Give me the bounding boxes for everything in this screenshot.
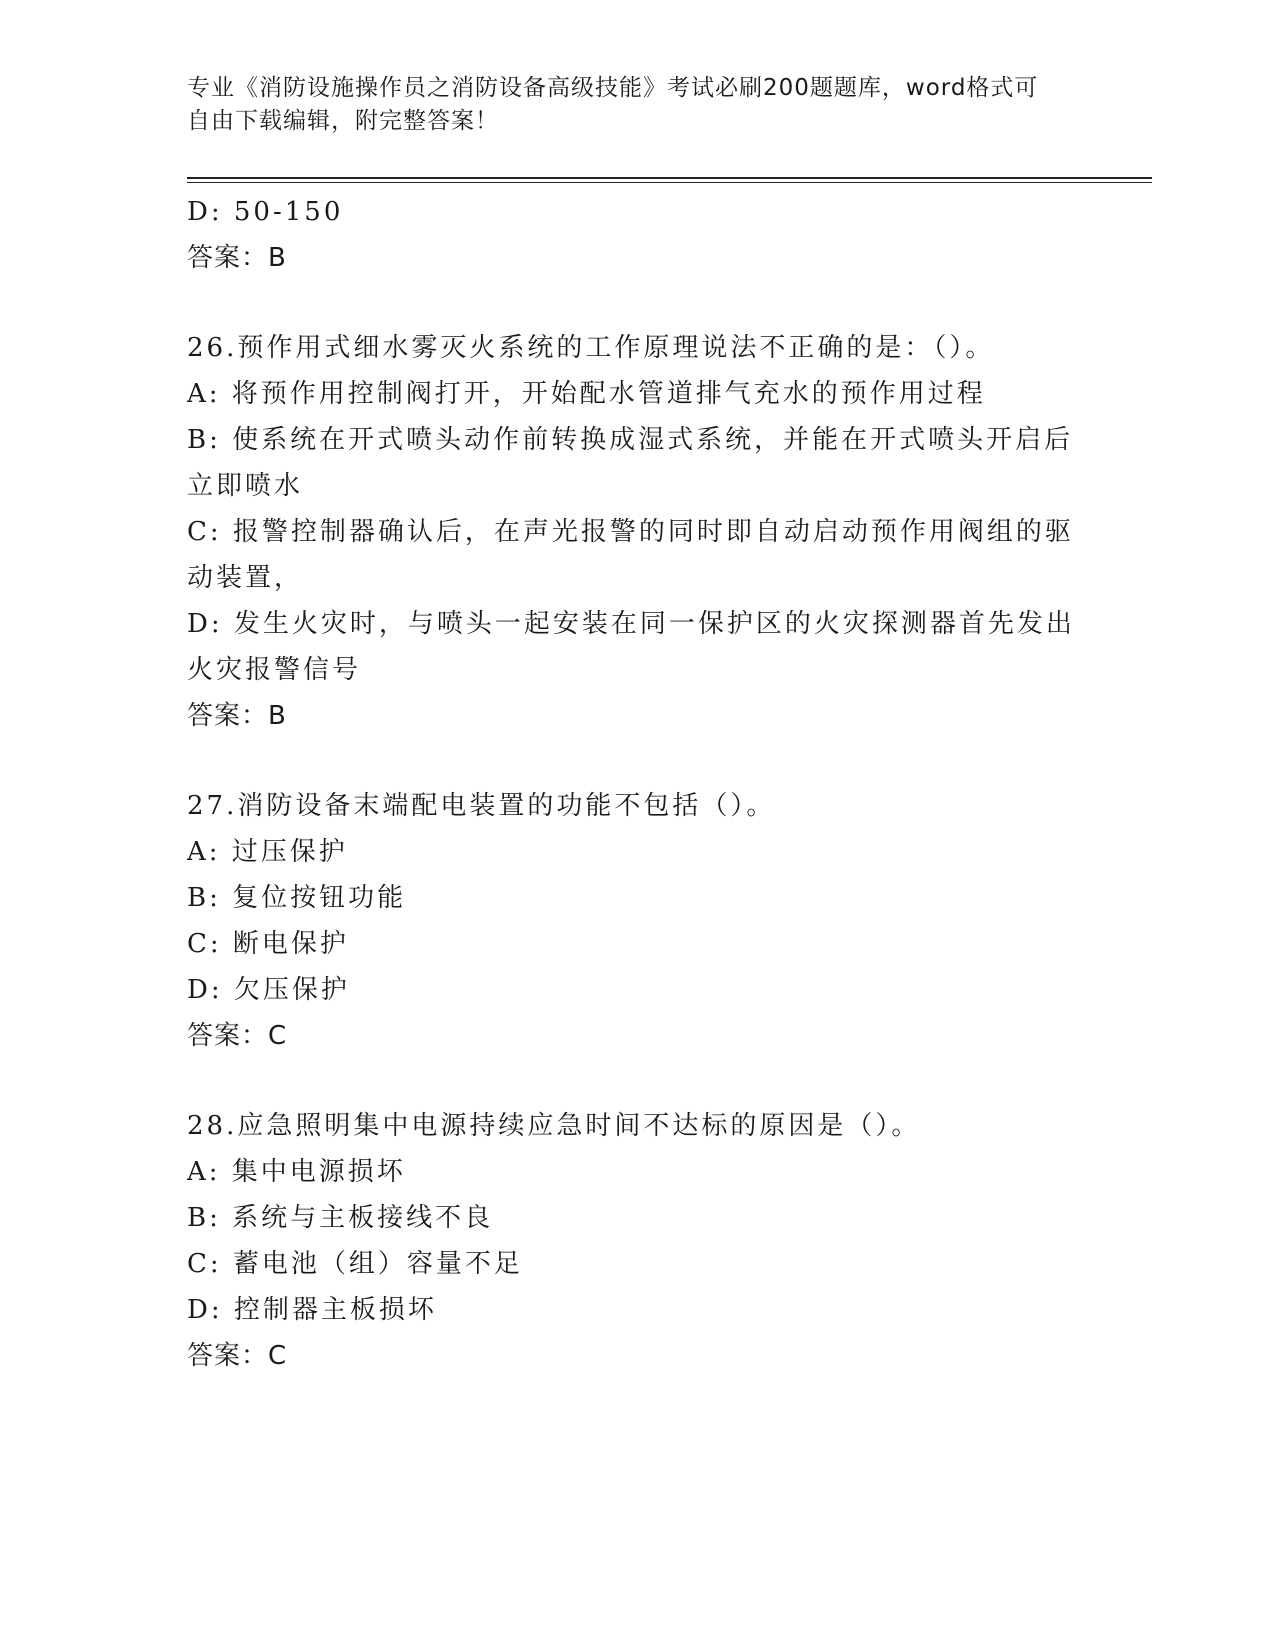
option-b-line-1: B: 使系统在开式喷头动作前转换成湿式系统，并能在开式喷头开启后 <box>187 425 1074 455</box>
option-b: B: 复位按钮功能 <box>187 883 407 913</box>
answer: 答案：C <box>187 1021 288 1051</box>
answer: 答案：B <box>187 701 287 731</box>
option-a: A: 集中电源损坏 <box>187 1157 406 1187</box>
option-d-line-1: D: 发生火灾时，与喷头一起安装在同一保护区的火灾探测器首先发出 <box>187 609 1075 639</box>
option-d: D: 50-150 <box>187 197 344 227</box>
option-d-line-2: 火灾报警信号 <box>187 655 362 685</box>
answer: 答案：C <box>187 1341 288 1371</box>
option-d: D: 欠压保护 <box>187 975 350 1005</box>
document-body <box>187 189 1087 1379</box>
question-27 <box>187 783 1087 1059</box>
option-b-line-2: 立即喷水 <box>187 471 304 501</box>
header-divider-thin <box>187 182 1152 183</box>
question-28 <box>187 1103 1087 1379</box>
header-line-2: 自由下载编辑，附完整答案！ <box>187 108 499 134</box>
question-stem: 28.应急照明集中电源持续应急时间不达标的原因是（）。 <box>187 1111 921 1141</box>
option-c-line-1: C: 报警控制器确认后，在声光报警的同时即自动启动预作用阀组的驱 <box>187 517 1074 547</box>
header-divider-thick <box>187 177 1152 179</box>
page-header <box>187 72 1087 138</box>
question-stem: 27.消防设备末端配电装置的功能不包括（）。 <box>187 791 776 821</box>
option-c-line-2: 动装置， <box>187 563 304 593</box>
option-a: A: 过压保护 <box>187 837 348 867</box>
option-c: C: 蓄电池（组）容量不足 <box>187 1249 523 1279</box>
option-d: D: 控制器主板损坏 <box>187 1295 437 1325</box>
question-26 <box>187 325 1087 739</box>
question-25-tail <box>187 189 1087 281</box>
option-b: B: 系统与主板接线不良 <box>187 1203 494 1233</box>
answer: 答案：B <box>187 243 287 273</box>
header-line-1: 专业《消防设施操作员之消防设备高级技能》考试必刷200题题库，word格式可 <box>187 75 1039 101</box>
option-c: C: 断电保护 <box>187 929 349 959</box>
option-a: A: 将预作用控制阀打开，开始配水管道排气充水的预作用过程 <box>187 379 986 409</box>
question-stem: 26.预作用式细水雾灭火系统的工作原理说法不正确的是：（）。 <box>187 333 995 363</box>
